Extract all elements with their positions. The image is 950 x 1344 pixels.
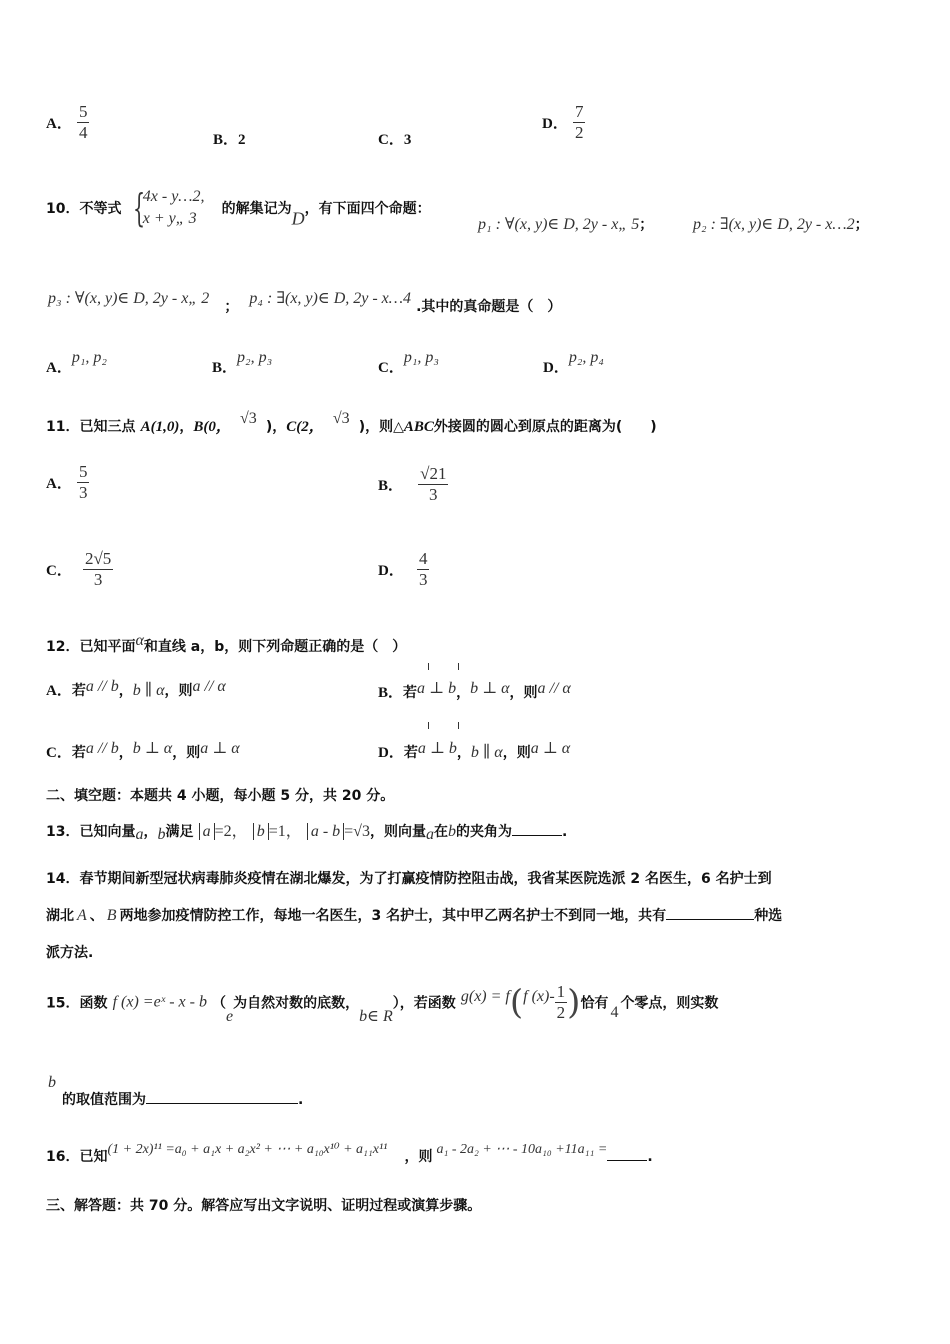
vector-b: b [447,823,456,840]
binomial-expansion: (1 + 2x)¹¹ =a₀ + a₁x + a₂x² + ⋯ + a₁₀x¹⁰ + a₁₁x¹¹ [107,1142,388,1157]
condition-2: b ∥ α [132,682,165,699]
q10-option-c [378,347,439,377]
question-number: 12． [46,639,80,655]
condition-1: a // b [85,740,119,757]
option-value: 2 [238,132,246,148]
question-text: 的取值范围为 [62,1092,146,1108]
option-label: B． [378,685,404,701]
fraction: $\frac{5}{4}$ [78,102,88,142]
question-14-line-1: 14．春节期间新型冠状病毒肺炎疫情在湖北爆发，为了打赢疫情防控阻击战，我省某医院选派 2 名医生，6 名护士到 [46,871,772,887]
then-word: 则 [186,745,201,761]
separator: ； [224,299,239,315]
option-label: A． [46,476,72,492]
question-text: 恰有 [580,995,609,1012]
question-number: 11． [46,419,80,435]
fraction: $\frac{4}{3}$ [418,549,428,589]
option-label: C． [46,563,72,579]
q10-option-d [543,347,604,377]
right-paren: ) [567,982,581,1023]
question-text: ），若函数 [392,995,456,1012]
p1: p₁ : ∀(x, y)∈ D, 2y - x„ 5 [478,216,640,233]
sqrt-3: √3 [332,410,350,427]
question-text: 函数 [79,995,108,1012]
point-a: A(1,0) [140,419,180,435]
question-text: 种选 [754,908,783,924]
q9-option-b [213,128,246,149]
vector-arrow-mark [458,663,459,670]
question-text: 已知 [79,1149,108,1165]
abs-a: a [199,823,215,840]
question-number: 13． [46,824,80,840]
inequality-2: x + y„ 3 [142,210,197,227]
brace: { [132,186,145,230]
answer-blank[interactable] [607,1146,647,1161]
option-value: p₁, p₃ [403,349,439,366]
condition-1: a ⊥ b [417,680,457,697]
question-text: 不等式 [79,201,122,217]
fraction: $\frac{7}{2}$ [574,102,584,142]
question-text: ，则向量 [369,824,426,840]
sqrt-3: √3 [239,410,257,427]
question-number: 10． [46,201,80,217]
function-g: g(x) = f [460,988,510,1005]
question-10 [46,186,431,230]
question-15 [46,982,718,1026]
question-text: ，有下面四个命题： [304,201,431,217]
question-13 [46,818,567,844]
q11-option-d [378,549,429,590]
question-text: 两地参加疫情防控工作，每地一名医生，3 名护士，其中甲乙两名护士不到同一地，共有 [119,908,667,924]
variable-b: b [48,1074,56,1091]
option-value: p₂, p₄ [568,349,604,366]
q12-option-c: C．若a // b，b ⊥ α，则a ⊥ α [46,740,240,761]
if-word: 若 [71,745,86,761]
section-2-heading: 二、填空题：本题共 4 小题，每小题 5 分，共 20 分。 [46,788,395,804]
result: a // α [192,678,226,695]
alpha: α [135,632,144,649]
answer-blank[interactable] [512,821,562,836]
question-text: )，则△ [358,419,404,435]
location-a: A [77,907,87,924]
question-14-line-3: 派方法. [46,945,94,961]
vector-b: b [157,826,166,843]
period: . [561,824,568,840]
question-14-line-2 [46,905,782,925]
p2: p₂ : ∃(x, y)∈ D, 2y - x…2 [693,216,855,233]
separator: ， [179,419,194,435]
option-label: B． [212,360,238,376]
euler-e: e [226,1008,234,1025]
proposition-p3-p4 [48,288,561,316]
p4: p₄ : ∃(x, y)∈ D, 2y - x…4 [249,290,412,307]
b-in-r: b∈ R [359,1008,393,1025]
proposition-p1 [478,214,653,234]
separator: ， [143,824,158,840]
abs-a-minus-b: a - b [307,823,344,840]
fraction: $\frac{2√5}{3}$ [84,549,112,589]
then-word: 则 [523,685,538,701]
condition-2: b ⊥ α [132,740,173,757]
condition-2: b ⊥ α [470,680,510,697]
answer-blank[interactable] [666,905,754,920]
option-label: C． [46,745,72,761]
section-3-heading: 三、解答题：共 70 分。解答应写出文字说明、证明过程或演算步骤。 [46,1198,482,1214]
option-label: A． [46,116,72,132]
q12-option-a: A．若a // b，b ∥ α，则a // α [46,678,226,699]
option-label: A． [46,683,72,699]
equation: =2， [214,823,248,840]
separator: ； [639,217,654,233]
proposition-p2 [693,214,869,234]
location-b: B [106,907,117,924]
question-text: 已知向量 [79,824,136,840]
fraction: $\frac{5}{3}$ [78,462,88,502]
result: a ⊥ α [200,740,240,757]
result: a ⊥ α [530,740,571,757]
question-number: 16． [46,1149,80,1165]
option-label: A． [46,360,72,376]
vector-a: a [425,826,434,843]
question-text: .其中的真命题是（ ） [416,299,562,315]
option-label: C． [378,360,404,376]
q11-option-b [378,464,448,505]
period: . [647,1149,653,1165]
condition-1: a // b [85,678,119,695]
inequality-1: 4x - y…2, [142,188,205,205]
option-label: D． [542,116,568,132]
question-text: 满足 [165,824,194,840]
q12-option-b: B．若a ⊥ b，b ⊥ α，则a // α [378,680,571,701]
q10-option-b [212,347,272,377]
function-f: f (x) =eˣ - x - b [112,993,207,1011]
question-16 [46,1138,653,1166]
fraction: $\frac{√21}{3}$ [420,464,447,504]
option-label: D． [543,360,569,376]
question-text: 湖北 [46,908,74,924]
vector-a: a [135,826,144,843]
zero-count: 4 [610,1004,619,1021]
point-b: B(0， [193,419,231,435]
option-label: C． [378,132,404,148]
option-value: p₂, p₃ [237,349,273,366]
q12-option-d: D．若a ⊥ b，b ∥ α，则a ⊥ α [378,740,571,761]
question-text: 的夹角为 [455,824,512,840]
separator: 、 [89,908,104,924]
if-word: 若 [403,745,418,761]
question-number: 15． [46,995,80,1012]
q11-option-a [46,462,89,503]
if-word: 若 [71,683,86,699]
if-word: 若 [403,685,418,701]
option-value: p₁, p₂ [71,349,107,366]
abs-b: b [253,823,269,840]
separator: )， [265,419,287,435]
then-word: 则 [516,745,531,761]
question-text: ，则 [404,1149,433,1165]
option-label: B． [213,132,239,148]
q10-option-a [46,347,107,377]
condition-1: a ⊥ b [417,740,457,757]
q9-option-c [378,128,411,149]
question-12 [46,632,406,656]
question-text: 的解集记为 [221,201,292,217]
target-expression: a₁ - 2a₂ + ⋯ - 10a₁₀ +11a₁₁ = [436,1142,608,1157]
then-word: 则 [178,683,193,699]
answer-blank[interactable] [146,1089,298,1104]
option-label: D． [378,745,404,761]
p3: p₃ : ∀(x, y)∈ D, 2y - x„ 2 [48,290,210,307]
inner-function: f (x)- [523,988,555,1005]
inequality-system [143,186,205,230]
question-text: 已知平面 [79,639,136,655]
option-label: B． [378,478,404,494]
period: . [298,1092,304,1108]
paren: （ [212,995,227,1012]
option-value: 3 [403,132,412,148]
question-15-line-2 [48,1074,303,1119]
equation: =√3 [344,823,370,840]
condition-2: b ∥ α [470,744,503,761]
left-paren: ( [509,982,524,1023]
q9-option-a [46,102,89,143]
equation: =1， [268,823,302,840]
triangle-name: ABC [403,419,434,435]
question-11 [46,410,657,436]
result: a // α [537,680,571,697]
vector-arrow-mark [428,663,429,670]
fraction-half: $\frac{1}{2}$ [556,982,566,1022]
point-c: C(2， [286,419,324,435]
question-text: 为自然对数的底数， [233,995,360,1012]
option-label: D． [378,563,404,579]
question-text: 在 [433,824,448,840]
separator: ； [854,217,869,233]
set-name: D [291,208,305,229]
q11-option-c [46,549,113,590]
q9-option-d [542,102,585,143]
question-text: 外接圆的圆心到原点的距离为( ) [433,419,657,435]
vector-arrow-mark [458,722,459,729]
question-text: 已知三点 [79,419,136,435]
question-text: 和直线 a，b，则下列命题正确的是（ ） [143,639,407,655]
question-text: 个零点，则实数 [620,995,719,1012]
vector-arrow-mark [428,722,429,729]
